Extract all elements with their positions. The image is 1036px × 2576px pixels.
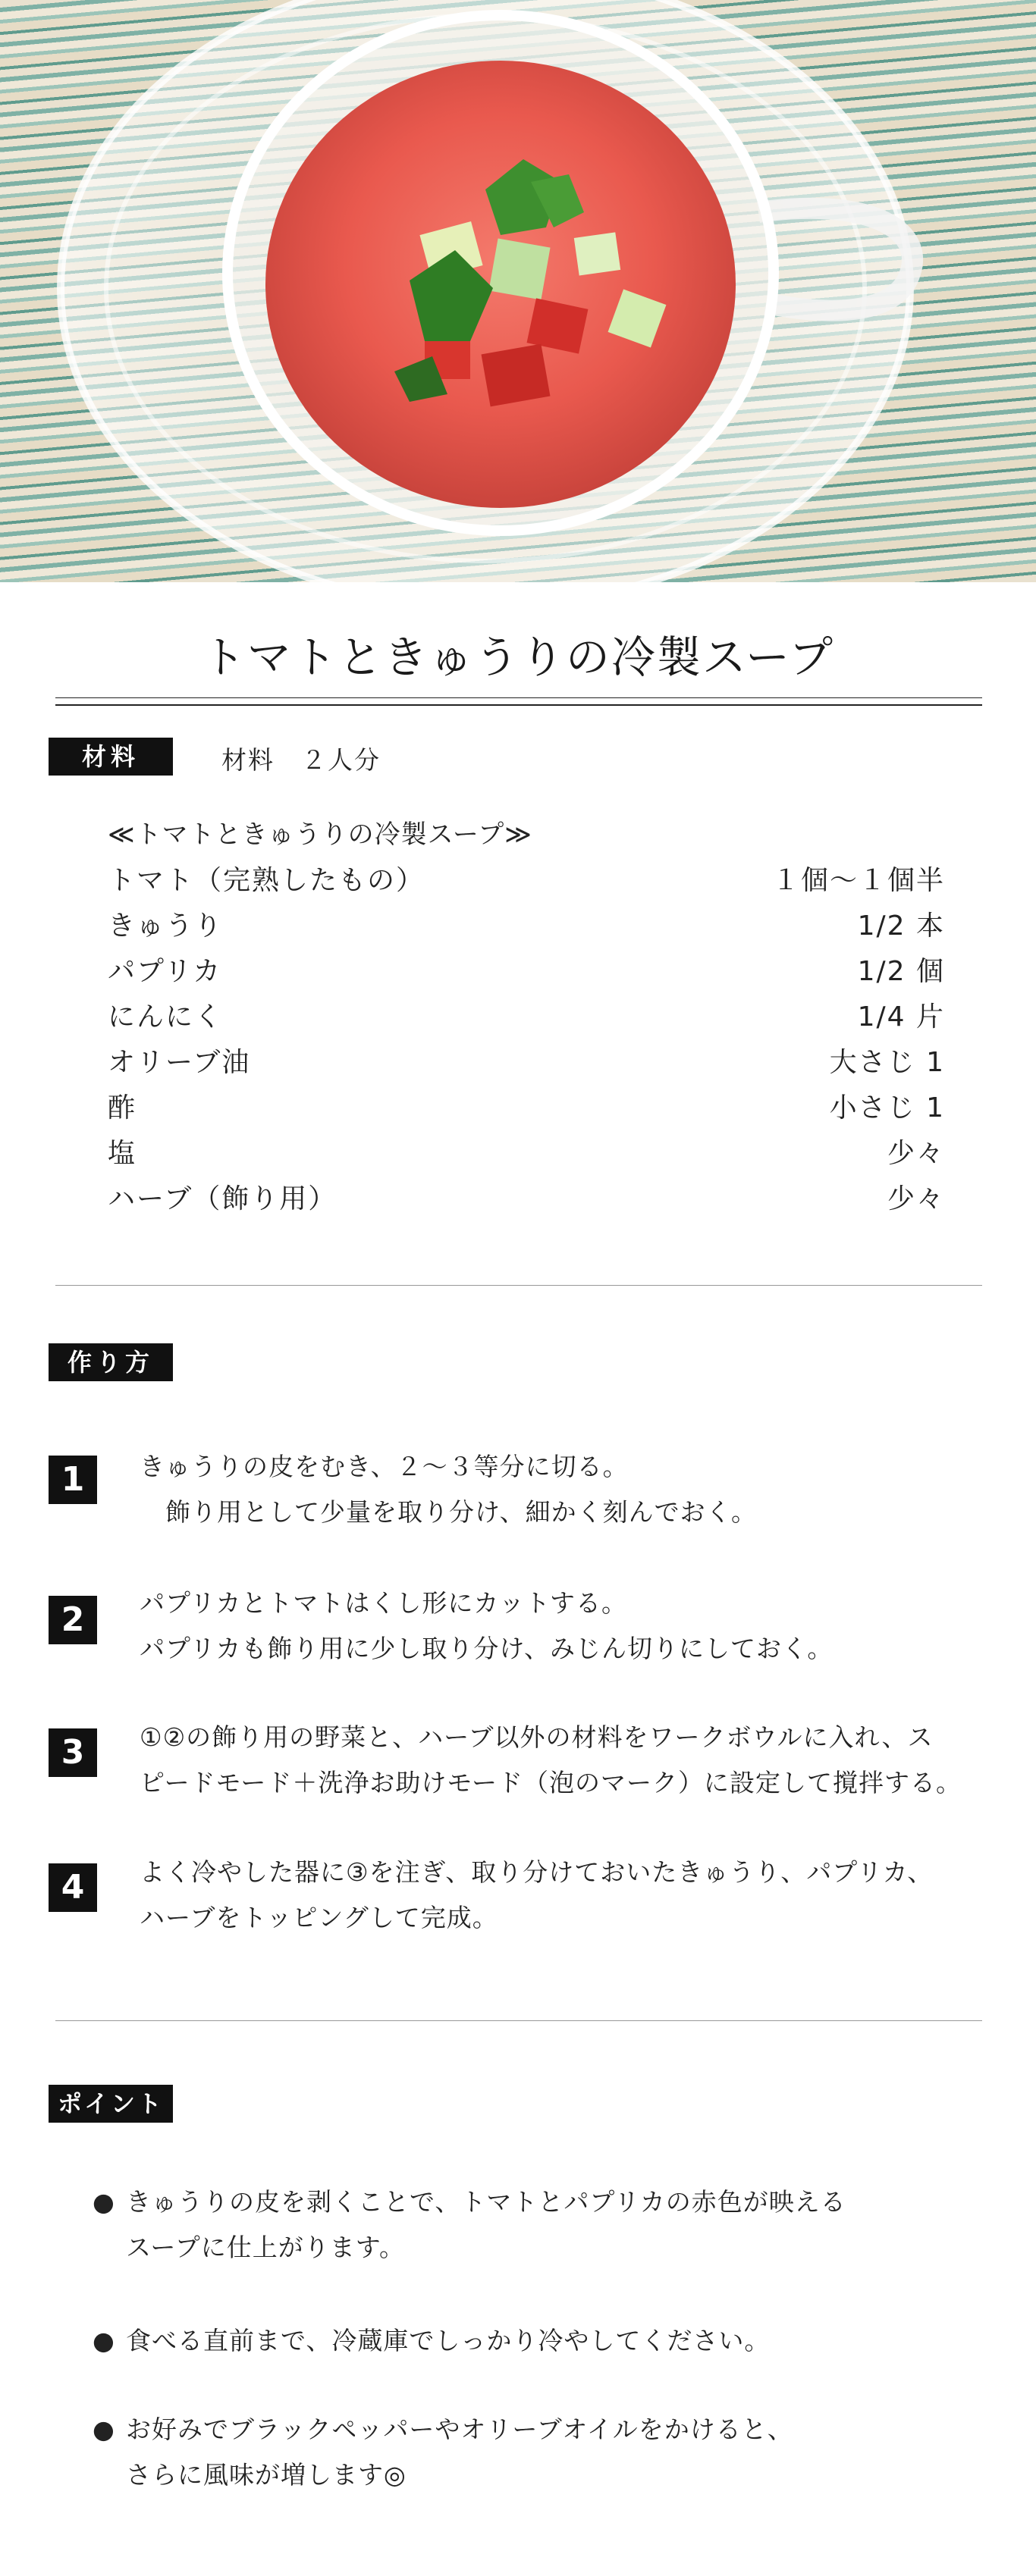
ingredient-row — [108, 1177, 945, 1223]
bullet-icon: ● — [93, 2187, 115, 2217]
ingredient-name: 塩 — [108, 1138, 137, 1169]
ingredient-qty: 少々 — [887, 1183, 945, 1214]
page-title: トマトときゅうりの冷製スープ — [201, 631, 835, 683]
ingredient-name: オリーブ油 — [108, 1047, 251, 1078]
ingredient-name: トマト（完熟したもの） — [108, 865, 425, 896]
step-line: ハーブをトッピングして完成。 — [140, 1903, 498, 1932]
ingredient-row — [108, 1132, 945, 1177]
point-line: 食べる直前まで、冷蔵庫でしっかり冷やしてください。 — [126, 2326, 771, 2355]
method-tag: 作り方 — [49, 1343, 173, 1381]
ingredient-row — [108, 859, 945, 904]
step-text — [140, 1715, 997, 1806]
point-line: さらに風味が増します◎ — [126, 2460, 407, 2490]
ingredient-name: パプリカ — [108, 956, 222, 987]
point-line: きゅうりの皮を剥くことで、トマトとパプリカの赤色が映える — [126, 2187, 846, 2217]
step-line: よく冷やした器に③を注ぎ、取り分けておいたきゅうり、パプリカ、 — [140, 1857, 934, 1887]
ingredient-name: ハーブ（飾り用） — [108, 1183, 337, 1214]
step-line: パプリカも飾り用に少し取り分け、みじん切りにしておく。 — [140, 1634, 834, 1663]
ingredient-row — [108, 995, 945, 1041]
step-line: ①②の飾り用の野菜と、ハーブ以外の材料をワークボウルに入れ、ス — [140, 1722, 934, 1752]
servings-label: 材料 ２人分 — [221, 745, 381, 775]
step-line: きゅうりの皮をむき、２〜３等分に切る。 — [140, 1452, 629, 1481]
step-line: パプリカとトマトはくし形にカットする。 — [140, 1588, 628, 1618]
step-text — [140, 1850, 997, 1941]
step-number: 3 — [49, 1728, 97, 1777]
point-line: お好みでブラックペッパーやオリーブオイルをかけると、 — [126, 2415, 793, 2444]
soup-bowl-illustration — [0, 0, 1036, 582]
ingredient-qty: 1/2 個 — [857, 956, 945, 987]
hero-photo — [0, 0, 1036, 582]
section-divider — [55, 2020, 982, 2021]
title-underline — [55, 697, 982, 706]
ingredient-qty: 大さじ 1 — [829, 1047, 945, 1078]
ingredient-qty: 小さじ 1 — [829, 1092, 945, 1123]
ingredients-tag: 材料 — [49, 738, 173, 776]
step-number: 2 — [49, 1596, 97, 1644]
point-item — [93, 2318, 770, 2364]
point-line: スープに仕上がります。 — [126, 2233, 406, 2262]
step-line: 飾り用として少量を取り分け、細かく刻んでおく。 — [140, 1497, 758, 1527]
point-item — [93, 2180, 846, 2270]
step-text — [140, 1581, 997, 1672]
points-tag: ポイント — [49, 2085, 173, 2123]
ingredient-qty: １個〜１個半 — [771, 865, 945, 896]
ingredient-row — [108, 904, 945, 950]
ingredient-row — [108, 1041, 945, 1086]
step-number: 1 — [49, 1456, 97, 1504]
ingredient-qty: 1/4 片 — [857, 1001, 945, 1033]
step-line: ピードモード＋洗浄お助けモード（泡のマーク）に設定して撹拌する。 — [140, 1768, 962, 1797]
step-number: 4 — [49, 1863, 97, 1912]
bullet-icon: ● — [93, 2326, 115, 2355]
step-text — [140, 1444, 997, 1535]
section-divider — [55, 1285, 982, 1286]
ingredient-name: にんにく — [108, 1001, 224, 1033]
ingredient-name: 酢 — [108, 1092, 137, 1123]
ingredient-row — [108, 1086, 945, 1132]
bullet-icon: ● — [93, 2415, 115, 2444]
ingredient-name: きゅうり — [108, 910, 224, 942]
recipe-subheading: ≪トマトときゅうりの冷製スープ≫ — [108, 819, 532, 850]
point-item — [93, 2407, 793, 2498]
ingredient-qty: 1/2 本 — [857, 910, 945, 942]
ingredient-qty: 少々 — [887, 1138, 945, 1169]
ingredient-row — [108, 950, 945, 995]
